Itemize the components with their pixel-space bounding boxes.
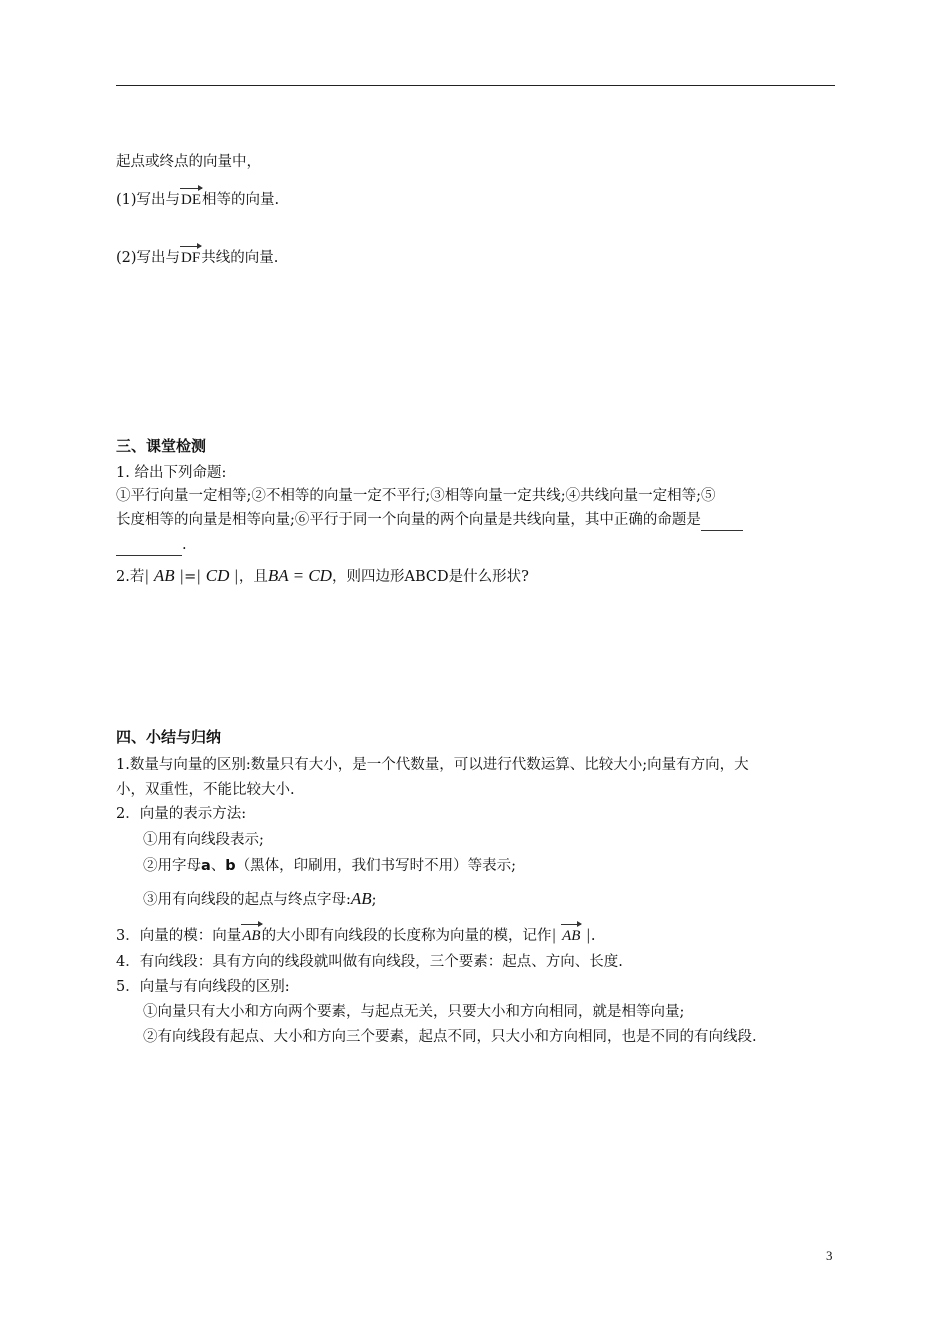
s4-p5-a: ①向量只有大小和方向两个要素，与起点无关，只要大小和方向相同，就是相等向量;: [143, 1004, 685, 1020]
s4-p4: 4．有向线段：具有方向的线段就叫做有向线段，三个要素：起点、方向、长度.: [116, 954, 623, 970]
answer-blank-cont: [116, 535, 182, 556]
question-2: (2)写出与DF共线的向量.: [116, 250, 279, 266]
s4-p2: 2．向量的表示方法:: [116, 806, 247, 822]
vector-ab-modulus: AB: [562, 928, 581, 944]
abs-ab: AB: [153, 566, 175, 585]
answer-blank: [701, 510, 743, 531]
vector-ab: AB: [242, 928, 261, 944]
s4-p2-b: ②用字母a、b（黑体，印刷用，我们书写时不用）等表示;: [143, 858, 517, 874]
s3-item1-line2: 长度相等的向量是相等向量;⑥平行于同一个向量的两个向量是共线向量，其中正确的命题是: [116, 510, 743, 531]
s4-p3: 3．向量的模：向量AB的大小即有向线段的长度称为向量的模，记作| AB |.: [116, 928, 596, 944]
continuation-text: 起点或终点的向量中，: [116, 154, 261, 170]
s4-p5-b: ②有向线段有起点、大小和方向三个要素，起点不同，只大小和方向相同，也是不同的有向线段.: [143, 1029, 757, 1045]
s3-item1-line1: ①平行向量一定相等;②不相等的向量一定不平行;③相等向量一定共线;④共线向量一定相等;⑤: [116, 488, 716, 504]
abs-cd: CD: [205, 566, 230, 585]
page-number: 3: [826, 1248, 833, 1263]
s3-item1-line3: .: [116, 535, 187, 556]
ba-equals-cd: BA = CD: [267, 566, 332, 585]
s3-item2: 2.若| AB |=| CD |，且BA = CD，则四边形ABCD是什么形状?: [116, 566, 529, 585]
vector-de: DE: [181, 192, 202, 208]
letter-b: b: [225, 858, 236, 874]
letter-a: a: [201, 858, 211, 874]
s4-p5: 5．向量与有向线段的区别:: [116, 979, 290, 995]
question-1: (1)写出与DE相等的向量.: [116, 192, 280, 208]
section-3-heading: 三、课堂检测: [116, 437, 207, 455]
s3-item1-title: 1. 给出下列命题:: [116, 465, 227, 481]
s4-p1-line2: 小，双重性，不能比较大小.: [116, 782, 295, 798]
header-rule: [116, 85, 835, 86]
vector-ab-letters: AB: [350, 889, 372, 908]
s4-p2-c: ③用有向线段的起点与终点字母:AB;: [143, 889, 377, 908]
vector-df: DF: [181, 250, 201, 266]
s4-p2-a: ①用有向线段表示;: [143, 832, 264, 848]
s4-p1-line1: 1.数量与向量的区别:数量只有大小，是一个代数量，可以进行代数运算、比较大小;向量有方向，大: [116, 757, 749, 773]
section-4-heading: 四、小结与归纳: [116, 728, 222, 746]
